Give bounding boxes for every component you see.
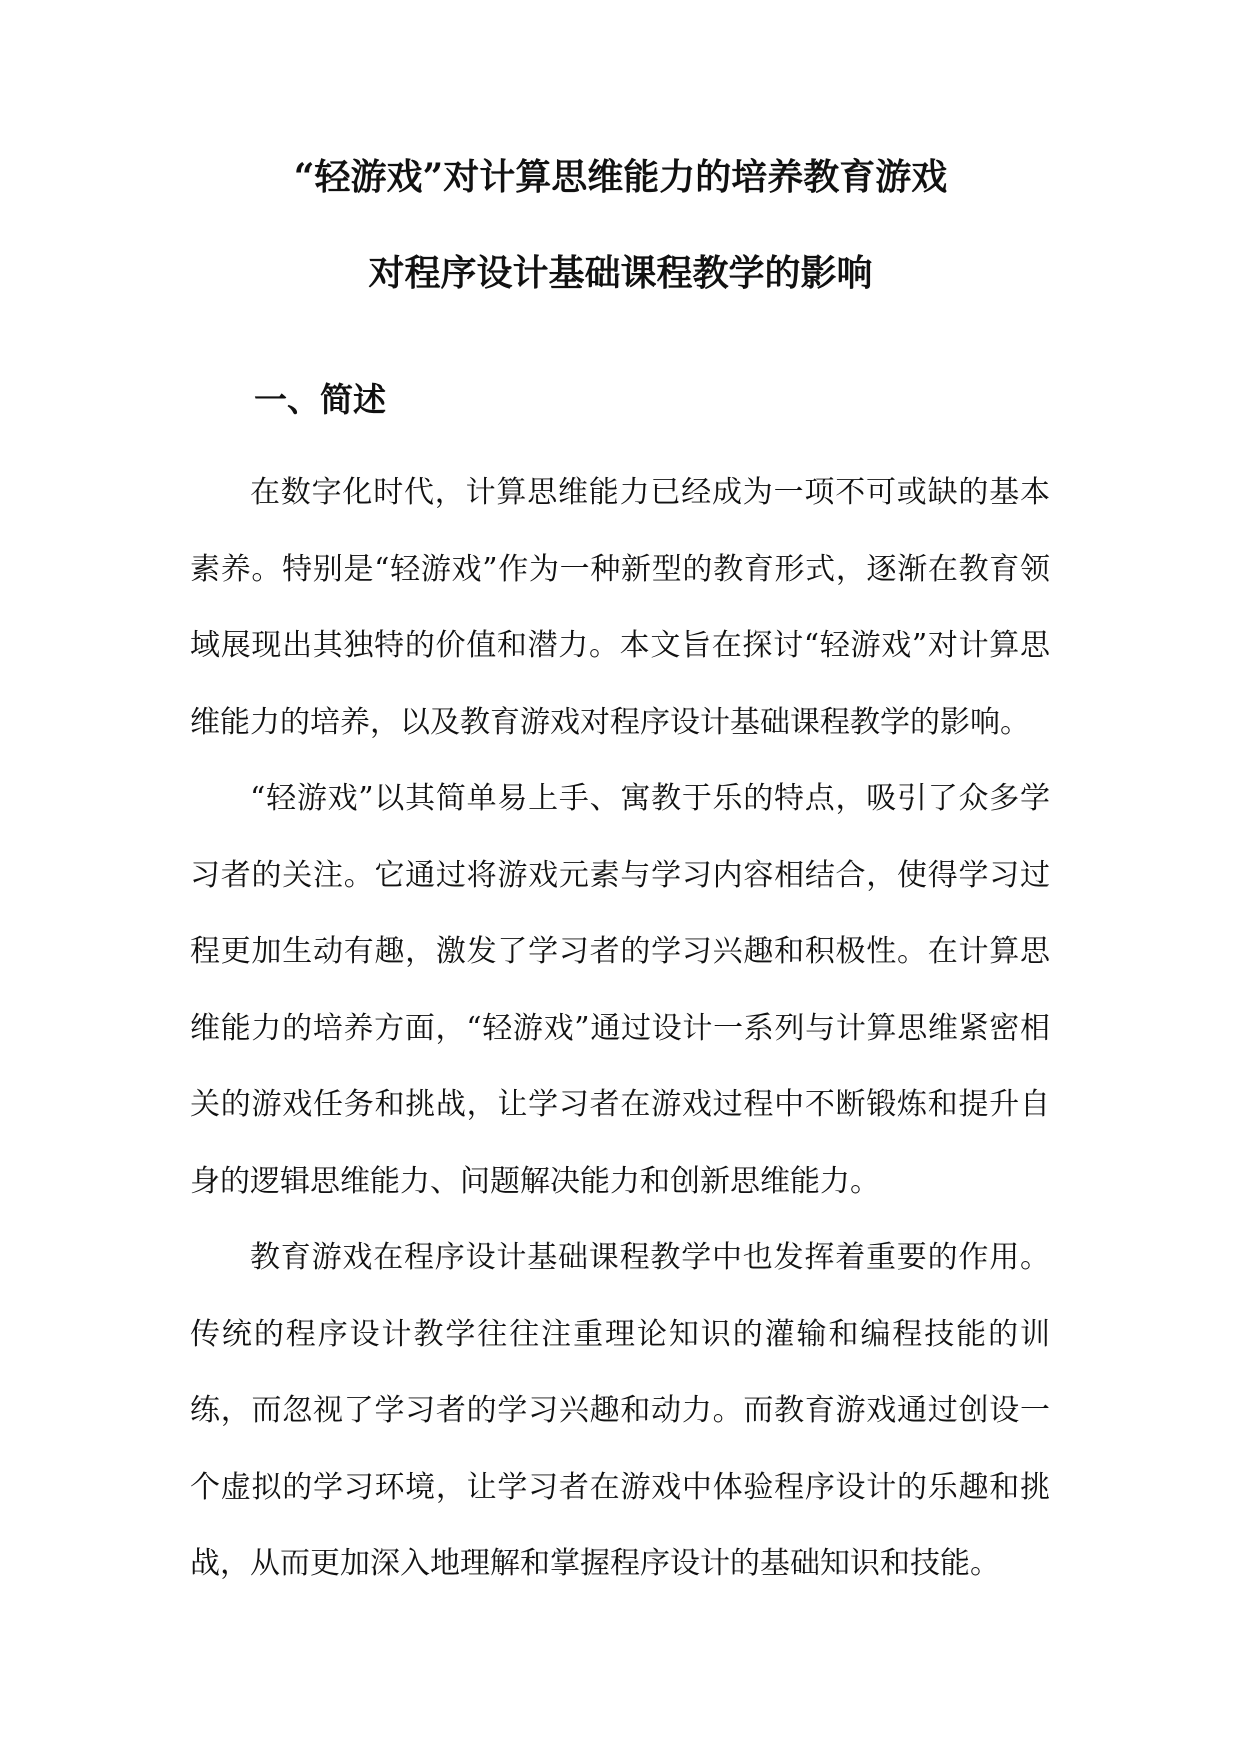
paragraph-3: 教育游戏在程序设计基础课程教学中也发挥着重要的作用。传统的程序设计教学往往注重理论知识的灌输和编程技能的训练，而忽视了学习者的学习兴趣和动力。而教育游戏通过创设一个虚拟的学习环境，让学习者在游戏中体验程序设计的乐趣和挑战，从而更加深入地理解和掌握程序设计的基础知识和技能。 (190, 1240, 1050, 1581)
paragraph-2: “轻游戏”以其简单易上手、寓教于乐的特点，吸引了众多学习者的关注。它通过将游戏元素与学习内容相结合，使得学习过程更加生动有趣，激发了学习者的学习兴趣和积极性。在计算思维能力的培养方面，“轻游戏”通过设计一系列与计算思维紧密相关的游戏任务和挑战，让学习者在游戏过程中不断锻炼和提升自身的逻辑思维能力、问题解决能力和创新思维能力。 (190, 781, 1050, 1199)
document-title-line-1: “轻游戏”对计算思维能力的培养教育游戏 (293, 156, 948, 198)
document-body (190, 455, 1050, 1603)
paragraph-1: 在数字化时代，计算思维能力已经成为一项不可或缺的基本素养。特别是“轻游戏”作为一种新型的教育形式，逐渐在教育领域展现出其独特的价值和潜力。本文旨在探讨“轻游戏”对计算思维能力的培养，以及教育游戏对程序设计基础课程教学的影响。 (190, 475, 1050, 740)
section-heading: 一、简述 (254, 380, 386, 419)
document-title-line-2: 对程序设计基础课程教学的影响 (368, 252, 873, 294)
